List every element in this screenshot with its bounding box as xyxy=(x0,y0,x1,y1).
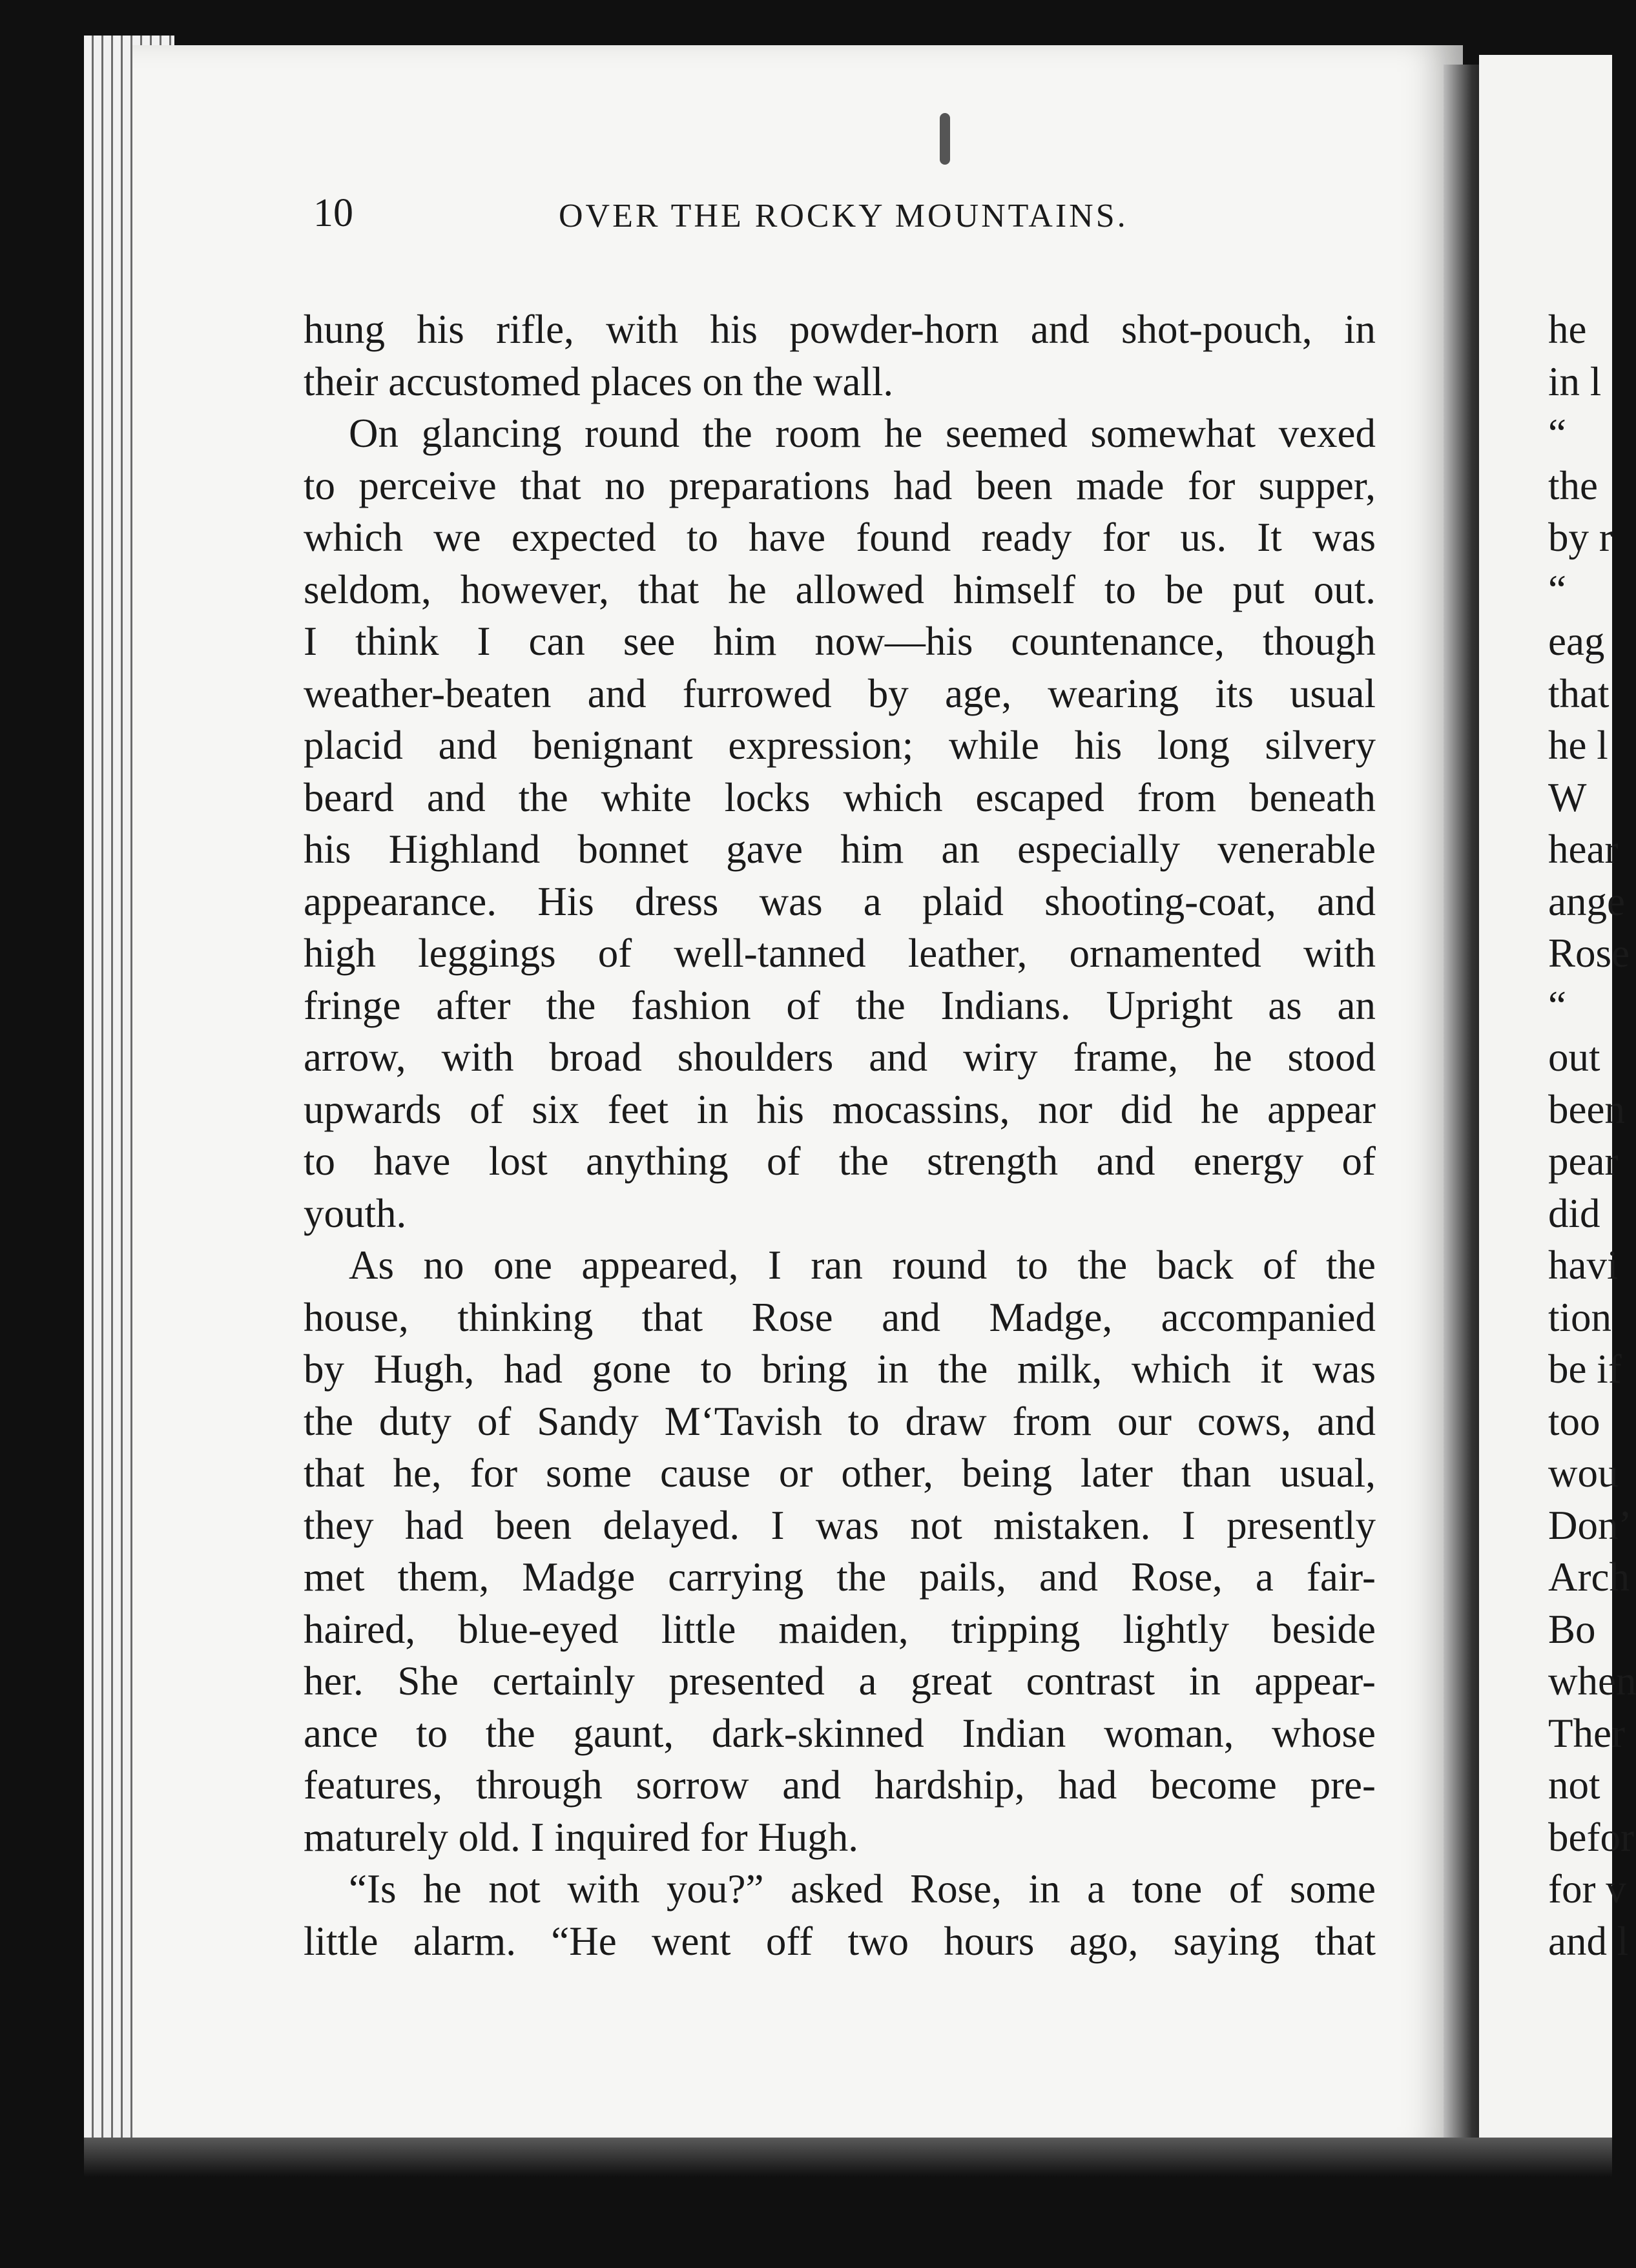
facing-page-line: did xyxy=(1548,1190,1600,1236)
facing-page-line: not xyxy=(1548,1762,1600,1808)
text-line: hung his rifle, with his powder-horn and shot-pouch, in xyxy=(304,307,1376,352)
facing-page-text xyxy=(1548,304,1636,1967)
facing-page-line: he xyxy=(1548,307,1587,352)
paragraph xyxy=(304,304,1376,407)
text-line: appearance. His dress was a plaid shooting-coat, and xyxy=(304,878,1376,924)
text-line: On glancing round the room he seemed somewhat vexed xyxy=(349,411,1376,456)
facing-page-line: “ xyxy=(1548,411,1566,456)
text-line: his Highland bonnet gave him an especially venerable xyxy=(304,827,1376,872)
text-line: weather-beaten and furrowed by age, wearing its usual xyxy=(304,670,1376,716)
facing-page-line: and l xyxy=(1548,1918,1629,1964)
facing-page-line: when xyxy=(1548,1658,1636,1704)
text-line: features, through sorrow and hardship, had become pre- xyxy=(304,1762,1376,1808)
running-title: OVER THE ROCKY MOUNTAINS. xyxy=(559,198,1128,234)
facing-page-line: “ xyxy=(1548,566,1566,612)
facing-page-line: “ xyxy=(1548,982,1566,1028)
text-line: maturely old. I inquired for Hugh. xyxy=(304,1814,859,1860)
facing-page-line: he l xyxy=(1548,723,1608,768)
facing-page-line: havi xyxy=(1548,1242,1619,1288)
facing-page-line: be if xyxy=(1548,1346,1622,1392)
facing-page-line: befor xyxy=(1548,1814,1634,1860)
text-line: placid and benignant expression; while his long silvery xyxy=(304,723,1376,768)
text-line: to perceive that no preparations had been made for supper, xyxy=(304,462,1376,508)
facing-page-line: out xyxy=(1548,1035,1600,1080)
text-line: youth. xyxy=(304,1190,407,1236)
text-line: house, thinking that Rose and Madge, accompanied xyxy=(304,1294,1376,1340)
text-line: their accustomed places on the wall. xyxy=(304,358,894,404)
text-line: little alarm. “He went off two hours ago, saying that xyxy=(304,1918,1376,1964)
facing-page-line: eag xyxy=(1548,619,1605,664)
facing-page-line: wou xyxy=(1548,1450,1619,1496)
facing-page-line: Arch xyxy=(1548,1554,1630,1600)
paragraph xyxy=(304,407,1376,1239)
page-bottom-shadow xyxy=(84,2138,1612,2176)
facing-page-line: the xyxy=(1548,462,1598,508)
paragraph xyxy=(304,1239,1376,1863)
facing-page-line: in l xyxy=(1548,358,1602,404)
text-line: high leggings of well-tanned leather, ornamented with xyxy=(304,931,1376,976)
text-line: fringe after the fashion of the Indians. Upright as an xyxy=(304,982,1376,1028)
facing-page-line: that xyxy=(1548,670,1610,716)
text-line: by Hugh, had gone to bring in the milk, which it was xyxy=(304,1346,1376,1392)
text-line: that he, for some cause or other, being later than usual, xyxy=(304,1450,1376,1496)
text-line: arrow, with broad shoulders and wiry frame, he stood xyxy=(304,1035,1376,1080)
text-line: upwards of six feet in his mocassins, nor did he appear xyxy=(304,1086,1376,1132)
text-line: As no one appeared, I ran round to the back of the xyxy=(349,1242,1376,1288)
text-line: beard and the white locks which escaped from beneath xyxy=(304,774,1376,820)
facing-page-line: too xyxy=(1548,1398,1600,1444)
text-line: met them, Madge carrying the pails, and Rose, a fair- xyxy=(304,1554,1376,1600)
facing-page-line: Rose xyxy=(1548,931,1630,976)
running-header xyxy=(313,191,1385,262)
text-line: seldom, however, that he allowed himself to be put out. xyxy=(304,566,1376,612)
facing-page-line: tion xyxy=(1548,1294,1612,1340)
facing-page-line: for v xyxy=(1548,1866,1626,1912)
text-line: ance to the gaunt, dark-skinned Indian woman, whose xyxy=(304,1710,1376,1756)
body-text xyxy=(304,304,1376,1967)
text-line: “Is he not with you?” asked Rose, in a tone of some xyxy=(349,1866,1376,1912)
text-line: haired, blue-eyed little maiden, tripping lightly beside xyxy=(304,1606,1376,1652)
print-blemish xyxy=(940,113,950,165)
paragraph xyxy=(304,1863,1376,1967)
facing-page-line: been xyxy=(1548,1086,1625,1132)
page-number: 10 xyxy=(313,191,353,235)
text-line: her. She certainly presented a great contrast in appear- xyxy=(304,1658,1376,1704)
text-line: the duty of Sandy M‘Tavish to draw from our cows, and xyxy=(304,1398,1376,1444)
text-line: to have lost anything of the strength and energy of xyxy=(304,1139,1376,1184)
text-line: I think I can see him now—his countenance, though xyxy=(304,619,1376,664)
facing-page-line: pear xyxy=(1548,1139,1619,1184)
facing-page-line: Don’ xyxy=(1548,1502,1632,1548)
facing-page-line: W xyxy=(1548,774,1587,820)
facing-page-line: ange xyxy=(1548,878,1625,924)
text-line: they had been delayed. I was not mistaken. I presently xyxy=(304,1502,1376,1548)
text-line: which we expected to have found ready for us. It was xyxy=(304,515,1376,560)
facing-page-line: Bo xyxy=(1548,1606,1596,1652)
facing-page-line: by r xyxy=(1548,515,1613,560)
facing-page-line: hear xyxy=(1548,827,1619,872)
facing-page-line: Ther xyxy=(1548,1710,1625,1756)
